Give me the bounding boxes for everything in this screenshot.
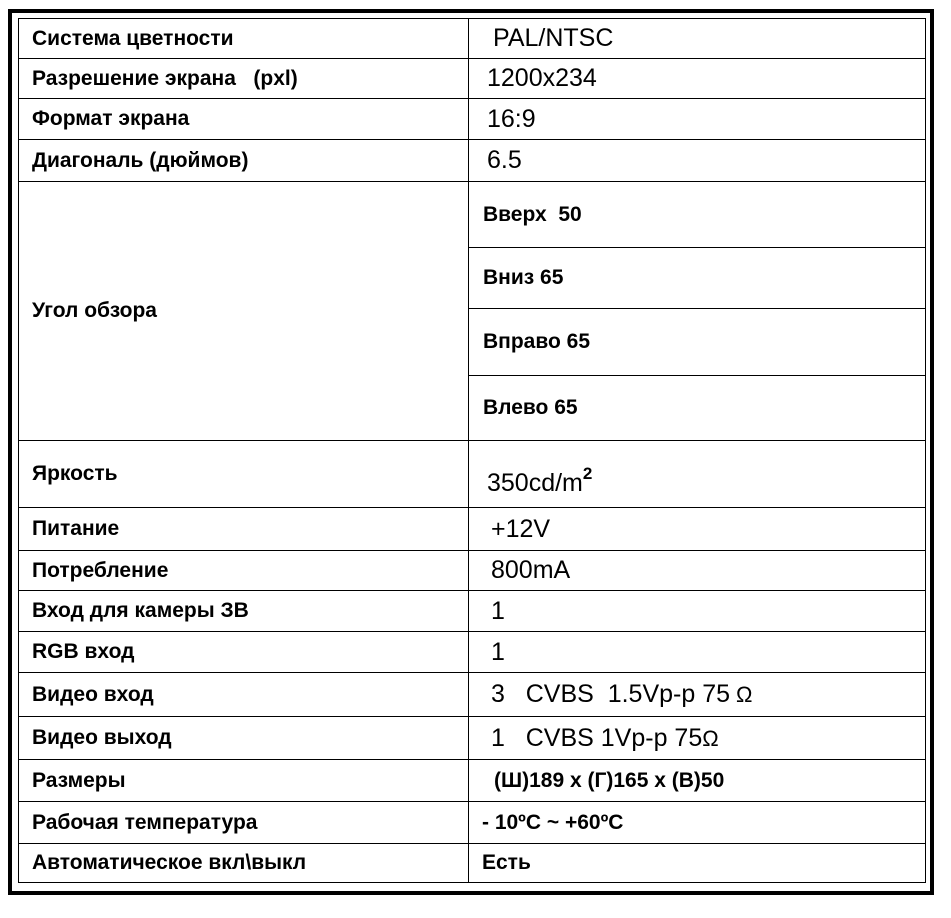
row-label: Вход для камеры ЗВ [19, 591, 469, 632]
ohm-symbol: Ω [702, 725, 719, 751]
ohm-symbol: Ω [736, 682, 753, 707]
table-row [19, 182, 926, 248]
table-row [19, 508, 926, 551]
row-value: 6.5 [469, 140, 926, 182]
row-value: - 10ºC ~ +60ºC [469, 802, 926, 844]
row-label: Разрешение экрана (pxl) [19, 59, 469, 99]
row-label: Формат экрана [19, 99, 469, 140]
row-value: 16:9 [469, 99, 926, 140]
table-row [19, 59, 926, 99]
row-value: PAL/NTSC [469, 19, 926, 59]
viewing-angle-left: Влево 65 [469, 376, 926, 441]
row-label: Видео вход [19, 673, 469, 717]
row-label: Автоматическое вкл\выкл [19, 844, 469, 883]
viewing-angle-up: Вверх 50 [469, 182, 926, 248]
row-value [469, 717, 926, 760]
row-label: Питание [19, 508, 469, 551]
row-label: RGB вход [19, 632, 469, 673]
superscript: 2 [582, 464, 593, 483]
row-label: Диагональ (дюймов) [19, 140, 469, 182]
table-row [19, 591, 926, 632]
table-row [19, 441, 926, 508]
row-label: Видео выход [19, 717, 469, 760]
table-row [19, 717, 926, 760]
row-label: Потребление [19, 551, 469, 591]
viewing-angle-right: Вправо 65 [469, 309, 926, 376]
table-row [19, 802, 926, 844]
row-label: Система цветности [19, 19, 469, 59]
row-label: Яркость [19, 441, 469, 508]
row-label: Рабочая температура [19, 802, 469, 844]
row-value: 1 [469, 591, 926, 632]
row-value [469, 673, 926, 717]
table-row [19, 632, 926, 673]
row-value: 1200x234 [469, 59, 926, 99]
video-output-value: 1 CVBS 1Vp-p 75 [491, 723, 703, 752]
row-value: 1 [469, 632, 926, 673]
table-row [19, 99, 926, 140]
row-label: Угол обзора [19, 182, 469, 441]
table-row [19, 551, 926, 591]
row-value [469, 441, 926, 508]
table-row [19, 140, 926, 182]
table-row [19, 844, 926, 883]
row-value: +12V [469, 508, 926, 551]
table-row [19, 19, 926, 59]
viewing-angle-down: Вниз 65 [469, 248, 926, 309]
row-value: 800mA [469, 551, 926, 591]
row-label: Размеры [19, 760, 469, 802]
row-value: (Ш)189 х (Г)165 х (В)50 [469, 760, 926, 802]
brightness-value: 350cd/m [487, 469, 583, 497]
table-row [19, 760, 926, 802]
specifications-table [18, 18, 926, 883]
row-value: Есть [469, 844, 926, 883]
table-row [19, 673, 926, 717]
video-input-value: 3 CVBS 1.5Vp-p 75 [491, 680, 731, 708]
